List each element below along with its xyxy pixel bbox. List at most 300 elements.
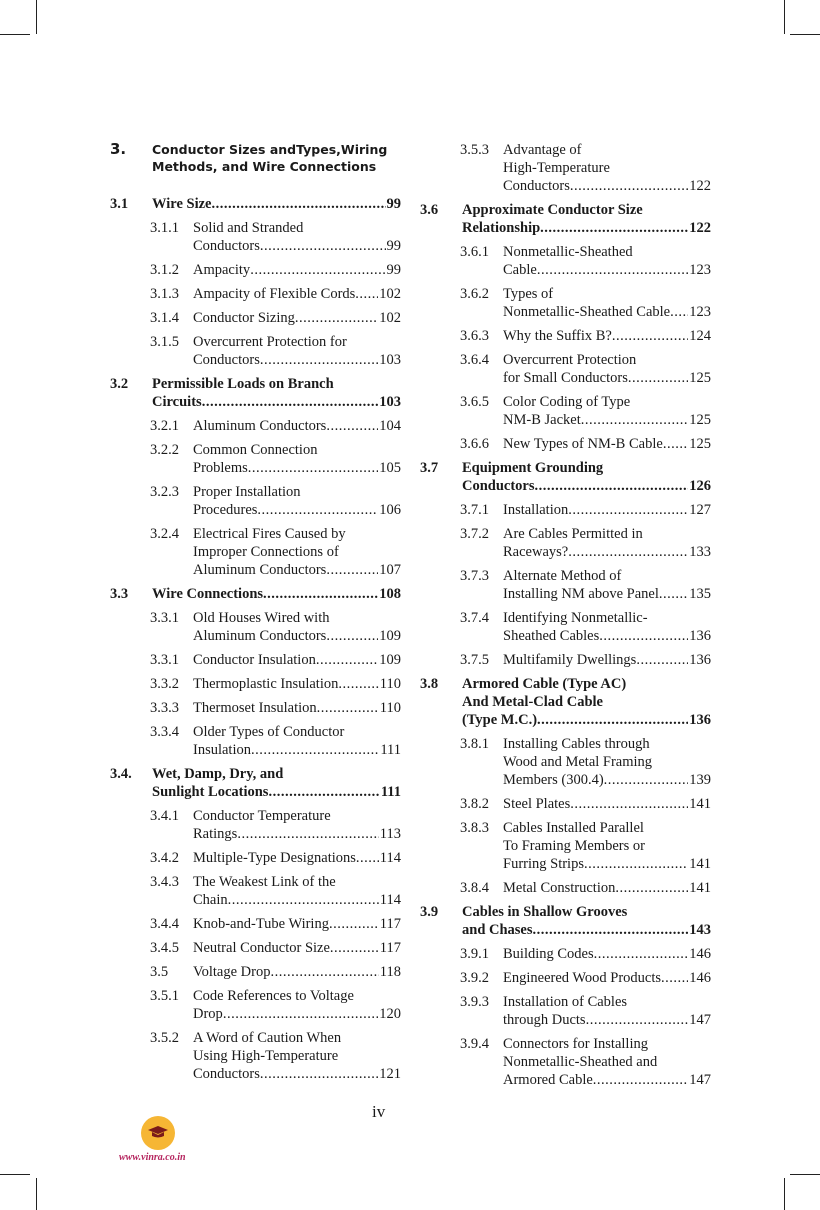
dot-leader	[568, 501, 688, 519]
entry-title: Sunlight Locations	[152, 784, 269, 800]
entry-page-number: 127	[689, 502, 711, 518]
entry-title: Building Codes	[503, 946, 594, 962]
entry-page-number: 122	[689, 220, 711, 236]
entry-title: Conductors	[462, 478, 535, 494]
entry-number: 3.3.2	[150, 676, 179, 692]
entry-title: Overcurrent Protection	[503, 352, 637, 368]
toc-entry[interactable]	[420, 903, 711, 939]
entry-title: Cables Installed Parallel	[503, 820, 644, 836]
entry-page-number: 121	[379, 1066, 401, 1082]
dot-leader	[540, 219, 688, 237]
entry-number: 3.3.3	[150, 700, 179, 716]
entry-number: 3.3.1	[150, 652, 179, 668]
entry-number: 3.2.1	[150, 418, 179, 434]
dot-leader	[295, 309, 378, 327]
dot-leader	[584, 855, 688, 873]
toc-entry[interactable]	[110, 375, 401, 411]
entry-number: 3.6.2	[460, 286, 489, 302]
toc-entry[interactable]	[110, 849, 401, 867]
dot-leader	[250, 261, 385, 279]
entry-page-number: 99	[386, 262, 401, 278]
entry-title: and Chases	[462, 922, 533, 938]
entry-page-number: 103	[379, 394, 401, 410]
entry-title: Multifamily Dwellings	[503, 652, 637, 668]
entry-number: 3.4.3	[150, 874, 179, 890]
entry-number: 3.6.1	[460, 244, 489, 260]
dot-leader	[260, 237, 386, 255]
publisher-logo	[141, 1116, 175, 1150]
entry-page-number: 102	[379, 286, 401, 302]
entry-page-number: 105	[379, 460, 401, 476]
dot-leader	[248, 459, 378, 477]
entry-page-number: 136	[689, 652, 711, 668]
entry-title: Conductors	[193, 352, 260, 368]
entry-title: Relationship	[462, 220, 541, 236]
entry-title: Aluminum Conductors	[193, 418, 327, 434]
entry-page-number: 125	[689, 436, 711, 452]
entry-title: Cables in Shallow Grooves	[462, 904, 628, 920]
entry-number: 3.3.4	[150, 724, 179, 740]
entry-number: 3.1.2	[150, 262, 179, 278]
toc-entry[interactable]	[110, 219, 401, 255]
toc-entry[interactable]	[110, 1029, 401, 1083]
entry-title: Solid and Stranded	[193, 220, 304, 236]
entry-number: 3.1.5	[150, 334, 179, 350]
entry-number: 3.7.1	[460, 502, 489, 518]
entry-page-number: 113	[379, 826, 401, 842]
dot-leader	[599, 627, 688, 645]
entry-title: A Word of Caution When	[193, 1030, 342, 1046]
dot-leader	[659, 585, 688, 603]
toc-entry[interactable]	[110, 525, 401, 579]
publisher-url: www.vinra.co.in	[119, 1152, 186, 1163]
entry-page-number: 99	[386, 196, 401, 212]
toc-entry[interactable]	[420, 141, 711, 195]
entry-title: Equipment Grounding	[462, 460, 604, 476]
dot-leader	[326, 561, 378, 579]
entry-title: Advantage of	[503, 142, 582, 158]
toc-entry[interactable]	[420, 201, 711, 237]
toc-entry[interactable]	[110, 285, 401, 303]
entry-title: High-Temperature	[503, 160, 610, 176]
entry-number: 3.4.5	[150, 940, 179, 956]
entry-number: 3.6.6	[460, 436, 489, 452]
entry-title: Connectors for Installing	[503, 1036, 648, 1052]
entry-title: Aluminum Conductors	[193, 628, 327, 644]
entry-page-number: 125	[689, 370, 711, 386]
toc-entry[interactable]	[420, 609, 711, 645]
dot-leader	[260, 351, 378, 369]
dot-leader	[581, 411, 689, 429]
toc-entry[interactable]	[420, 459, 711, 495]
entry-title: Conductor Sizing	[193, 310, 295, 326]
entry-page-number: 107	[379, 562, 401, 578]
entry-page-number: 103	[379, 352, 401, 368]
crop-mark	[790, 34, 820, 35]
entry-number: 3.5.1	[150, 988, 179, 1004]
entry-title: Proper Installation	[193, 484, 301, 500]
entry-title: Ratings	[193, 826, 238, 842]
toc-entry[interactable]	[110, 699, 401, 717]
entry-title: Drop	[193, 1006, 223, 1022]
toc-entry[interactable]	[110, 441, 401, 477]
entry-number: 3.4.2	[150, 850, 179, 866]
dot-leader	[223, 1005, 378, 1023]
entry-title: The Weakest Link of the	[193, 874, 336, 890]
entry-title: Wood and Metal Framing	[503, 754, 653, 770]
toc-right-column	[420, 141, 711, 1095]
crop-mark	[790, 1174, 820, 1175]
entry-page-number: 123	[689, 304, 711, 320]
entry-page-number: 147	[689, 1072, 711, 1088]
entry-page-number: 133	[689, 544, 711, 560]
entry-title: Raceways?	[503, 544, 569, 560]
entry-title: Multiple-Type Designations	[193, 850, 356, 866]
entry-number: 3.9	[420, 904, 439, 920]
chapter-number: 3.	[110, 140, 127, 158]
entry-page-number: 146	[689, 946, 711, 962]
toc-entry[interactable]	[110, 939, 401, 957]
entry-number: 3.4.4	[150, 916, 179, 932]
toc-entry[interactable]	[110, 309, 401, 327]
entry-page-number: 110	[379, 676, 401, 692]
entry-page-number: 104	[379, 418, 401, 434]
entry-page-number: 111	[380, 742, 401, 758]
toc-entry[interactable]	[110, 483, 401, 519]
entry-number: 3.1.3	[150, 286, 179, 302]
dot-leader	[535, 477, 689, 495]
dot-leader	[355, 285, 378, 303]
toc-entry[interactable]	[110, 987, 401, 1023]
toc-entry[interactable]	[110, 651, 401, 669]
entry-title: Permissible Loads on Branch	[152, 376, 334, 392]
entry-number: 3.9.2	[460, 970, 489, 986]
entry-title: Problems	[193, 460, 248, 476]
toc-entry[interactable]	[420, 735, 711, 789]
toc-entry[interactable]	[110, 195, 401, 213]
entry-page-number: 117	[379, 916, 401, 932]
entry-page-number: 123	[689, 262, 711, 278]
entry-title: Alternate Method of	[503, 568, 622, 584]
dot-leader	[615, 879, 688, 897]
dot-leader	[257, 501, 378, 519]
entry-title: Armored Cable	[503, 1072, 593, 1088]
dot-leader	[604, 771, 689, 789]
entry-title: Electrical Fires Caused by	[193, 526, 346, 542]
toc-entry[interactable]	[110, 261, 401, 279]
entry-number: 3.7.3	[460, 568, 489, 584]
dot-leader	[251, 741, 379, 759]
chapter-title-line: Methods, and Wire Connections	[152, 159, 377, 174]
entry-number: 3.3	[110, 586, 129, 602]
dot-leader	[317, 699, 379, 717]
dot-leader	[270, 963, 378, 981]
entry-number: 3.6.5	[460, 394, 489, 410]
toc-entry[interactable]	[110, 585, 401, 603]
entry-title: Voltage Drop	[193, 964, 271, 980]
crop-mark	[0, 1174, 30, 1175]
dot-leader	[537, 711, 688, 729]
entry-page-number: 111	[380, 784, 401, 800]
dot-leader	[570, 795, 688, 813]
entry-number: 3.9.4	[460, 1036, 489, 1052]
dot-leader	[612, 327, 688, 345]
entry-title: Knob-and-Tube Wiring	[193, 916, 329, 932]
entry-page-number: 125	[689, 412, 711, 428]
chapter-heading	[110, 141, 401, 175]
toc-entry[interactable]	[420, 795, 711, 813]
dot-leader	[202, 393, 379, 411]
entry-title: Color Coding of Type	[503, 394, 631, 410]
toc-entry[interactable]	[110, 675, 401, 693]
entry-title: Conductor Insulation	[193, 652, 316, 668]
dot-leader	[537, 261, 688, 279]
entry-title: Cable	[503, 262, 537, 278]
entry-title: Types of	[503, 286, 554, 302]
entry-number: 3.2	[110, 376, 129, 392]
dot-leader	[636, 651, 688, 669]
entry-number: 3.7	[420, 460, 439, 476]
entry-number: 3.1.1	[150, 220, 179, 236]
entry-page-number: 136	[689, 712, 711, 728]
entry-title: Common Connection	[193, 442, 318, 458]
crop-mark	[36, 0, 37, 34]
entry-title: Steel Plates	[503, 796, 571, 812]
entry-number: 3.6.4	[460, 352, 489, 368]
toc-entry[interactable]	[110, 723, 401, 759]
toc-entry[interactable]	[420, 819, 711, 873]
entry-number: 3.7.4	[460, 610, 489, 626]
toc-entry[interactable]	[420, 567, 711, 603]
dot-leader	[594, 945, 689, 963]
entry-title: Chain	[193, 892, 228, 908]
toc-entry[interactable]	[110, 417, 401, 435]
crop-mark	[784, 1178, 785, 1210]
toc-left-column	[110, 141, 401, 1089]
entry-title: Identifying Nonmetallic-	[503, 610, 648, 626]
entry-page-number: 109	[379, 628, 401, 644]
entry-page-number: 141	[689, 880, 711, 896]
entry-page-number: 122	[689, 178, 711, 194]
entry-number: 3.8.2	[460, 796, 489, 812]
crop-mark	[0, 34, 30, 35]
dot-leader	[211, 195, 385, 213]
toc-entry[interactable]	[420, 993, 711, 1029]
entry-number: 3.8.3	[460, 820, 489, 836]
dot-leader	[586, 1011, 689, 1029]
chapter-title-line: Conductor Sizes andTypes,Wiring	[152, 142, 388, 157]
entry-number: 3.2.2	[150, 442, 179, 458]
crop-mark	[784, 0, 785, 34]
entry-page-number: 99	[386, 238, 401, 254]
entry-title: Wet, Damp, Dry, and	[152, 766, 284, 782]
entry-title: And Metal-Clad Cable	[462, 694, 603, 710]
entry-title: through Ducts	[503, 1012, 586, 1028]
entry-title: Armored Cable (Type AC)	[462, 676, 627, 692]
entry-title: Conductor Temperature	[193, 808, 331, 824]
toc-entry[interactable]	[110, 807, 401, 843]
entry-title: Metal Construction	[503, 880, 616, 896]
entry-title: Sheathed Cables	[503, 628, 600, 644]
entry-page-number: 143	[689, 922, 711, 938]
entry-page-number: 139	[689, 772, 711, 788]
entry-page-number: 108	[379, 586, 401, 602]
entry-page-number: 110	[379, 700, 401, 716]
entry-title: NM-B Jacket	[503, 412, 581, 428]
toc-entry[interactable]	[420, 327, 711, 345]
dot-leader	[316, 651, 378, 669]
toc-entry[interactable]	[420, 651, 711, 669]
dot-leader	[326, 417, 378, 435]
entry-page-number: 124	[689, 328, 711, 344]
entry-page-number: 120	[379, 1006, 401, 1022]
entry-title: Nonmetallic-Sheathed	[503, 244, 633, 260]
entry-title: Conductors	[193, 1066, 260, 1082]
entry-title: Wire Connections	[152, 586, 264, 602]
entry-page-number: 141	[689, 856, 711, 872]
dot-leader	[568, 543, 688, 561]
toc-entry[interactable]	[420, 243, 711, 279]
entry-title: Conductors	[193, 238, 260, 254]
entry-title: Neutral Conductor Size	[193, 940, 330, 956]
entry-title: Thermoset Insulation	[193, 700, 317, 716]
entry-page-number: 126	[689, 478, 711, 494]
entry-page-number: 146	[689, 970, 711, 986]
entry-title: Procedures	[193, 502, 258, 518]
entry-number: 3.9.3	[460, 994, 489, 1010]
entry-number: 3.5	[150, 964, 169, 980]
toc-entry[interactable]	[420, 435, 711, 453]
entry-title: Wire Size	[152, 196, 212, 212]
toc-entry[interactable]	[420, 285, 711, 321]
entry-page-number: 136	[689, 628, 711, 644]
entry-number: 3.1.4	[150, 310, 179, 326]
entry-page-number: 106	[379, 502, 401, 518]
toc-entry[interactable]	[420, 945, 711, 963]
entry-title: Why the Suffix B?	[503, 328, 612, 344]
dot-leader	[237, 825, 378, 843]
entry-title: Nonmetallic-Sheathed Cable	[503, 304, 671, 320]
entry-title: Engineered Wood Products	[503, 970, 662, 986]
entry-number: 3.4.1	[150, 808, 179, 824]
dot-leader	[570, 177, 688, 195]
toc-entry[interactable]	[420, 525, 711, 561]
entry-page-number: 118	[379, 964, 401, 980]
toc-entry[interactable]	[110, 915, 401, 933]
entry-page-number: 117	[379, 940, 401, 956]
entry-title: New Types of NM-B Cable	[503, 436, 663, 452]
entry-number: 3.6.3	[460, 328, 489, 344]
dot-leader	[330, 939, 379, 957]
toc-entry[interactable]	[110, 609, 401, 645]
toc-entry[interactable]	[110, 333, 401, 369]
dot-leader	[593, 1071, 688, 1089]
entry-title: Ampacity	[193, 262, 251, 278]
entry-title: To Framing Members or	[503, 838, 645, 854]
entry-title: Conductors	[503, 178, 570, 194]
entry-page-number: 114	[379, 892, 401, 908]
toc-entry[interactable]	[420, 1035, 711, 1089]
dot-leader	[661, 969, 688, 987]
dot-leader	[338, 675, 378, 693]
dot-leader	[260, 1065, 378, 1083]
entry-page-number: 109	[379, 652, 401, 668]
dot-leader	[628, 369, 688, 387]
entry-number: 3.9.1	[460, 946, 489, 962]
toc-entry[interactable]	[420, 351, 711, 387]
entry-number: 3.6	[420, 202, 439, 218]
entry-title: Ampacity of Flexible Cords	[193, 286, 356, 302]
dot-leader	[228, 891, 379, 909]
toc-entry[interactable]	[110, 873, 401, 909]
dot-leader	[356, 849, 379, 867]
entry-title: Circuits	[152, 394, 202, 410]
entry-page-number: 102	[379, 310, 401, 326]
entry-title: Installation of Cables	[503, 994, 628, 1010]
toc-entry[interactable]	[420, 879, 711, 897]
entry-title: Members (300.4)	[503, 772, 604, 788]
entry-page-number: 114	[379, 850, 401, 866]
dot-leader	[670, 303, 688, 321]
entry-title: Furring Strips	[503, 856, 584, 872]
entry-title: (Type M.C.)	[462, 712, 538, 728]
entry-title: Code References to Voltage	[193, 988, 354, 1004]
entry-number: 3.5.2	[150, 1030, 179, 1046]
dot-leader	[263, 585, 378, 603]
entry-page-number: 141	[689, 796, 711, 812]
entry-number: 3.8.1	[460, 736, 489, 752]
dot-leader	[663, 435, 688, 453]
entry-page-number: 135	[689, 586, 711, 602]
entry-number: 3.7.2	[460, 526, 489, 542]
entry-number: 3.8.4	[460, 880, 489, 896]
entry-title: Using High-Temperature	[193, 1048, 339, 1064]
entry-title: Installation	[503, 502, 569, 518]
toc-entry[interactable]	[420, 675, 711, 729]
entry-title: Aluminum Conductors	[193, 562, 327, 578]
graduation-cap-icon	[147, 1124, 169, 1142]
dot-leader	[326, 627, 378, 645]
entry-number: 3.7.5	[460, 652, 489, 668]
dot-leader	[268, 783, 379, 801]
entry-title: Approximate Conductor Size	[462, 202, 643, 218]
toc-entry[interactable]	[110, 765, 401, 801]
page-number: iv	[372, 1102, 386, 1121]
entry-number: 3.8	[420, 676, 439, 692]
entry-title: Installing Cables through	[503, 736, 650, 752]
toc-entry[interactable]	[420, 501, 711, 519]
entry-title: for Small Conductors	[503, 370, 628, 386]
toc-entry[interactable]	[420, 393, 711, 429]
crop-mark	[36, 1178, 37, 1210]
dot-leader	[329, 915, 379, 933]
entry-title: Installing NM above Panel	[503, 586, 659, 602]
entry-title: Older Types of Conductor	[193, 724, 345, 740]
entry-title: Overcurrent Protection for	[193, 334, 347, 350]
entry-number: 3.2.4	[150, 526, 179, 542]
toc-entry[interactable]	[110, 963, 401, 981]
entry-page-number: 147	[689, 1012, 711, 1028]
entry-title: Are Cables Permitted in	[503, 526, 643, 542]
toc-entry[interactable]	[420, 969, 711, 987]
entry-number: 3.1	[110, 196, 129, 212]
entry-title: Thermoplastic Insulation	[193, 676, 339, 692]
entry-number: 3.2.3	[150, 484, 179, 500]
dot-leader	[533, 921, 689, 939]
entry-title: Nonmetallic-Sheathed and	[503, 1054, 658, 1070]
entry-number: 3.5.3	[460, 142, 489, 158]
entry-title: Old Houses Wired with	[193, 610, 330, 626]
